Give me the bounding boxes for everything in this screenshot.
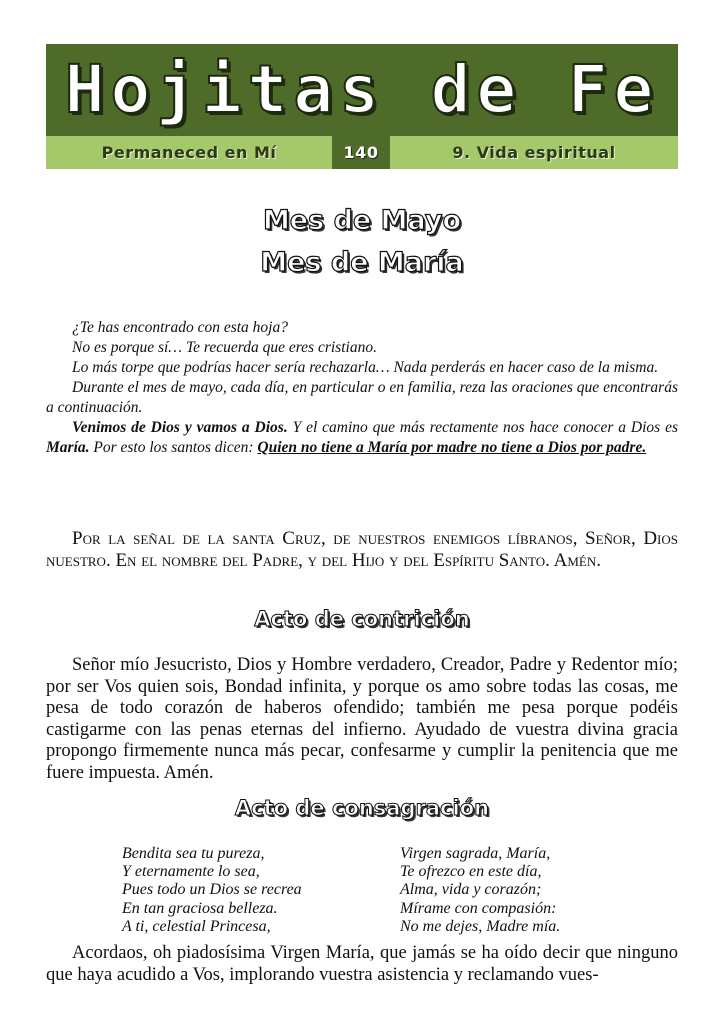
poem-line: Y eternamente lo sea, — [122, 863, 260, 881]
intro-quote: Quien no tiene a María por madre no tiene a Dios por padre. — [257, 439, 647, 456]
intro-paragraph: No es porque sí… Te recuerda que eres cristiano. — [72, 339, 377, 356]
intro-paragraph — [46, 418, 678, 458]
poem-line: Bendita sea tu pureza, — [122, 845, 265, 862]
contrition-text: Señor mío Jesucristo, Dios y Hombre verdadero, Creador, Padre y Redentor mío; por ser Vos quien sois, Bondad infinita, y porque os amo sobre todas las cosas, me pesa de todo corazón de haberos ofendido; también me pesa porque podéis castigarme con las penas eternas del infierno. Ayudado de vuestra divina gracia propongo firmemente nunca más pecar, confesarme y cumplir la penitencia que me fuere impuesta. Amén. — [46, 655, 678, 783]
header — [46, 44, 678, 169]
poem-left-column — [122, 845, 382, 936]
consecration-section — [46, 943, 678, 986]
page-title-line2: Mes de María — [260, 247, 464, 278]
intro-text: Y el camino que más rectamente nos hace conocer a Dios es — [287, 419, 678, 436]
intro-paragraph: Lo más torpe que podrías hacer sería rechazarla… Nada perderás en hacer caso de la misma. — [72, 359, 659, 376]
poem-line: No me dejes, Madre mía. — [400, 917, 561, 935]
consecration-text: Acordaos, oh piadosísima Virgen María, que jamás se ha oído decir que ninguno que haya acudido a Vos, implorando vuestra asistencia y reclamando vues- — [46, 943, 678, 985]
intro-paragraph: ¿Te has encontrado con esta hoja? — [72, 319, 288, 336]
intro-paragraph: Durante el mes de mayo, cada día, en particular o en familia, reza las oraciones que encontrarás a continuación. — [46, 379, 678, 416]
consecration-heading: Acto de consagración — [234, 796, 490, 820]
poem-line: En tan graciosa belleza. — [122, 899, 278, 917]
header-bar — [46, 136, 678, 169]
poem-line: A ti, celestial Princesa, — [122, 917, 271, 935]
intro-text: Por esto los santos dicen: — [89, 439, 258, 456]
poem-line: Alma, vida y corazón; — [400, 881, 542, 899]
contrition-heading: Acto de contrición — [254, 607, 470, 631]
sign-of-cross — [46, 528, 678, 572]
poem-line: Pues todo un Dios se recrea — [122, 881, 302, 899]
contrition-section — [46, 655, 678, 784]
poem-right-column — [400, 845, 660, 936]
issue-number: 140 — [332, 136, 390, 169]
intro-bold-maria: María. — [46, 439, 90, 456]
poem-line: Te ofrezco en este día, — [400, 863, 542, 881]
header-left-label: Permaneced en Mí — [101, 143, 277, 162]
masthead-title: Hojitas de Fe — [64, 51, 660, 128]
intro-bold-phrase: Venimos de Dios y vamos a Dios. — [72, 419, 288, 436]
poem-line: Mírame con compasión: — [400, 899, 557, 917]
poem-line: Virgen sagrada, María, — [400, 845, 551, 862]
header-right-label: 9. Vida espiritual — [452, 143, 616, 162]
intro-section — [46, 318, 678, 458]
masthead-banner — [46, 44, 678, 136]
sign-of-cross-text: Por la señal de la santa Cruz, de nuestros enemigos líbranos, Señor, Dios nuestro. En el nombre del Padre, y del Hijo y del Espíritu Santo. Amén. — [46, 528, 678, 571]
page-title-line1: Mes de Mayo — [262, 205, 462, 236]
